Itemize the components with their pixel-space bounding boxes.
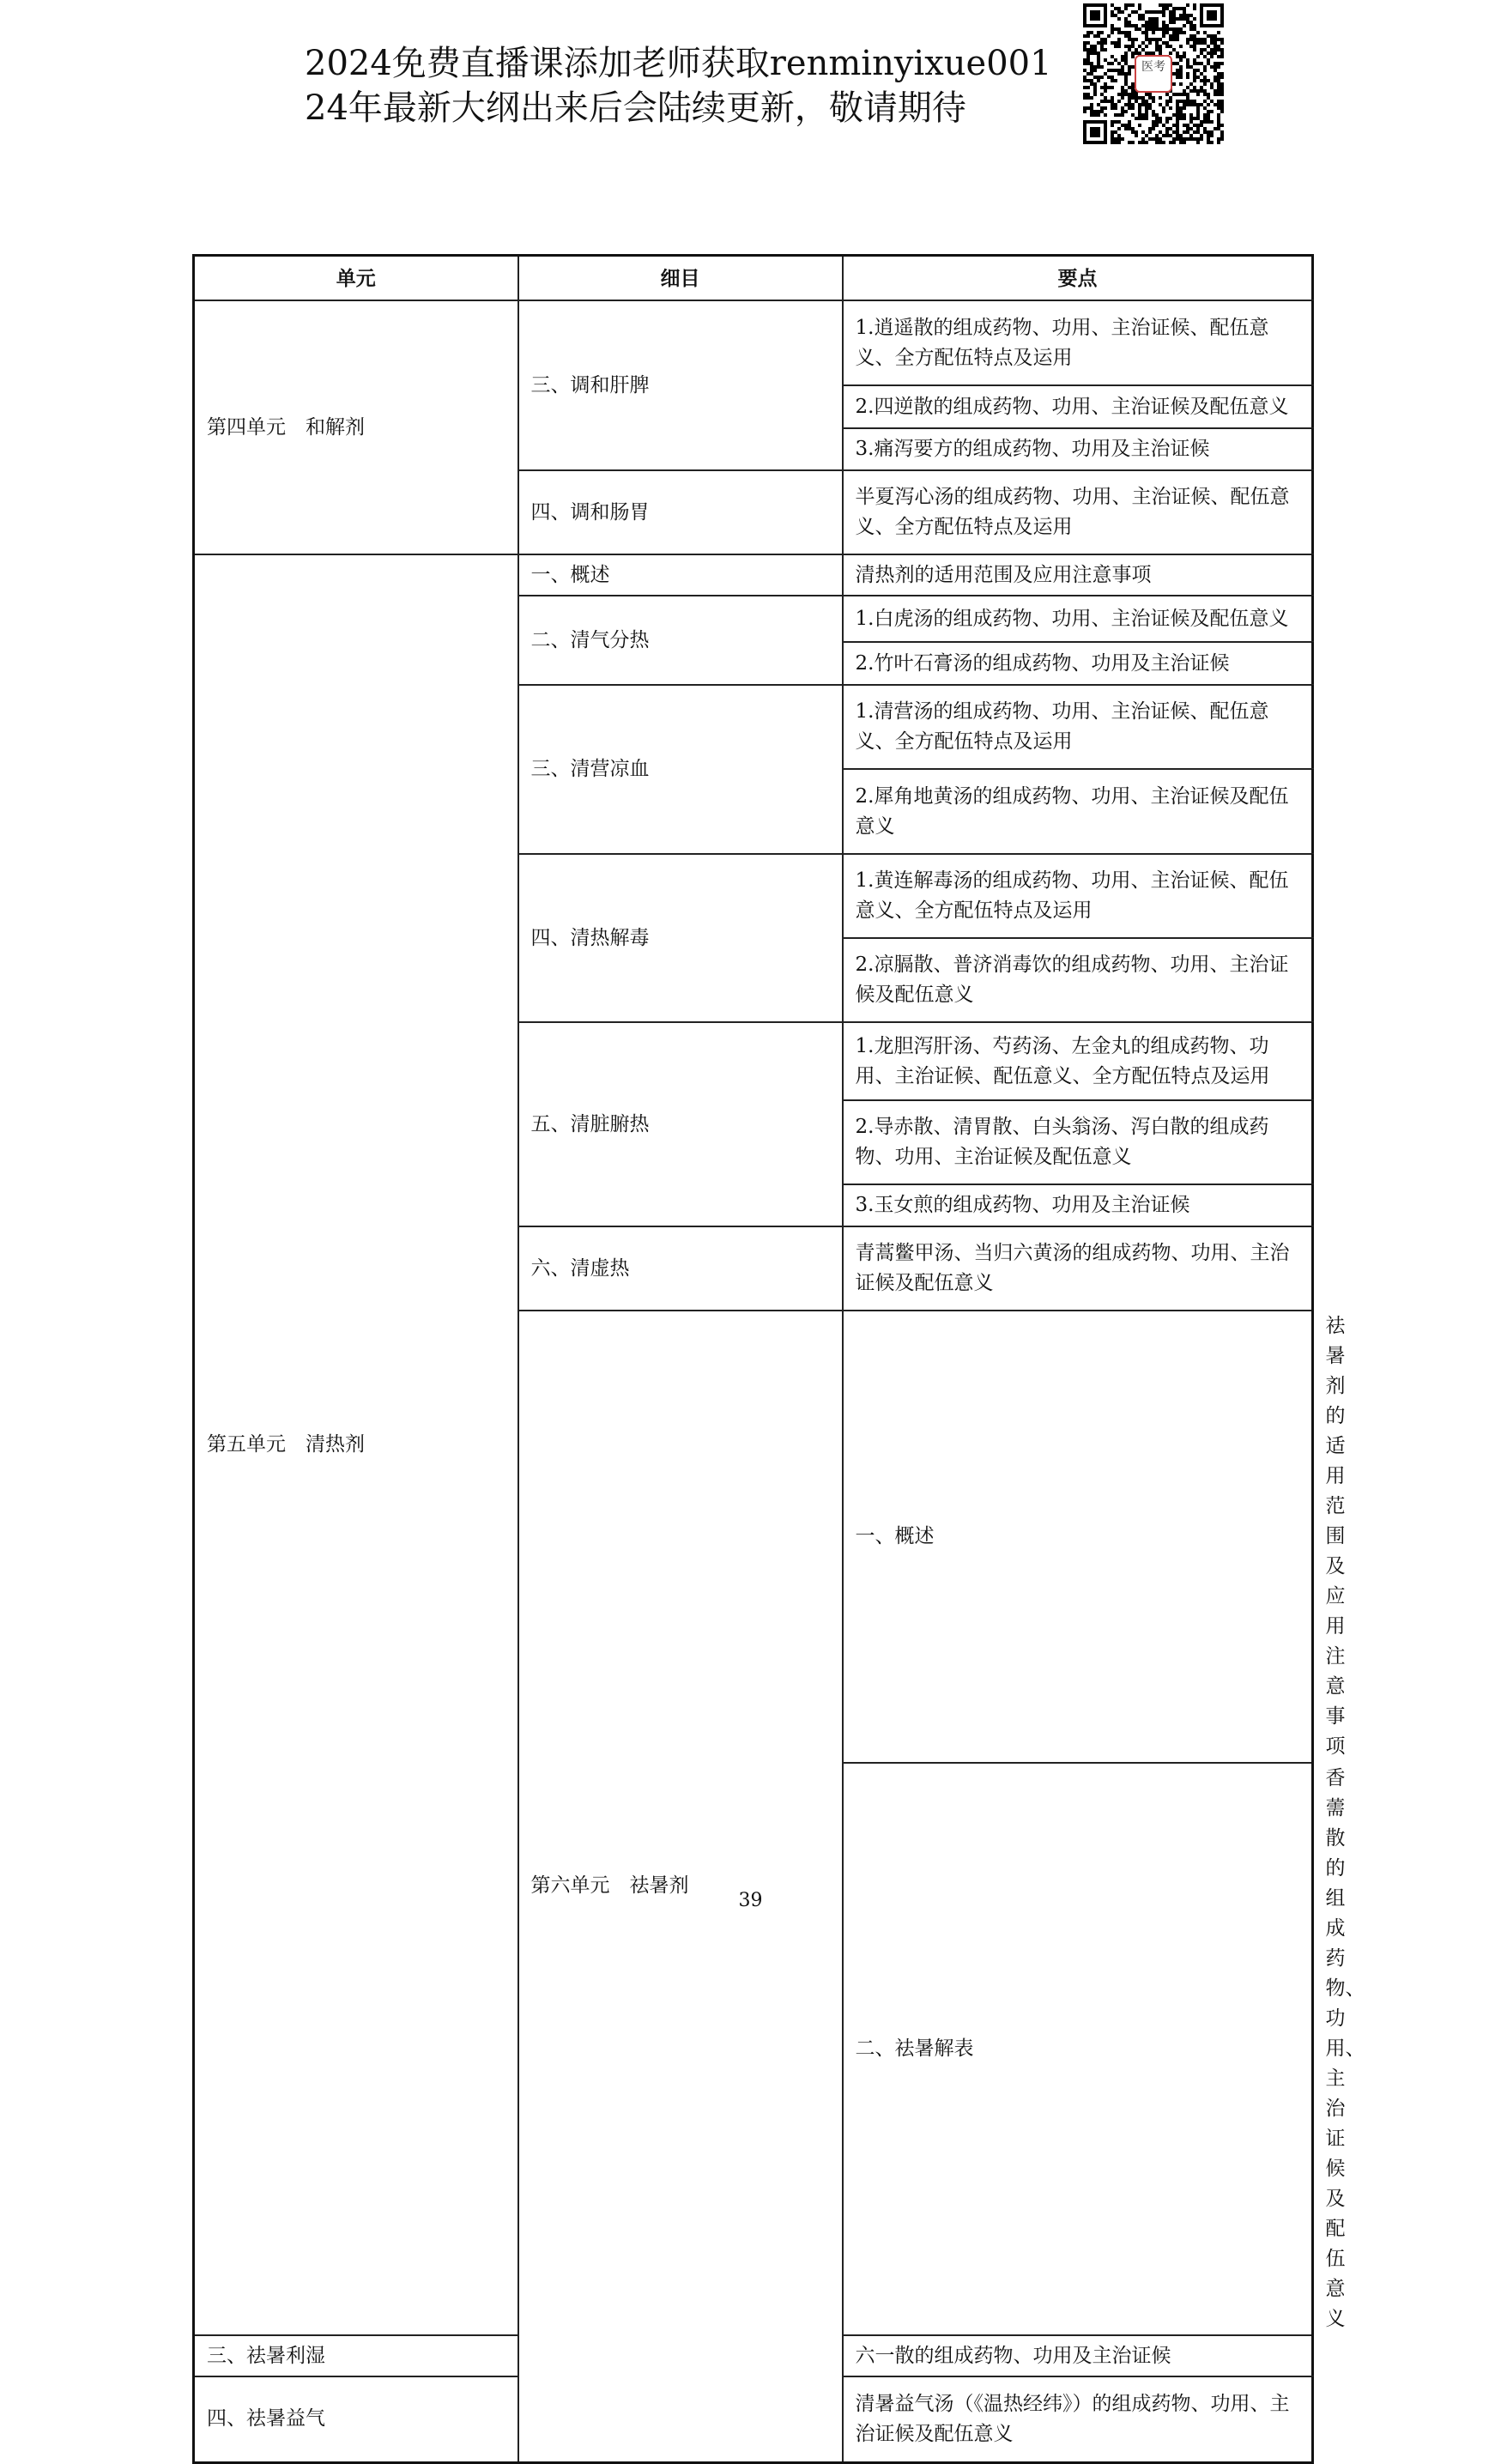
header-unit: 单元	[194, 256, 518, 301]
table-row	[194, 554, 1313, 596]
item-cell: 一、概述	[518, 554, 843, 596]
syllabus-table	[192, 254, 1365, 2464]
point-cell: 1.清营汤的组成药物、功用、主治证候、配伍意义、全方配伍特点及运用	[843, 685, 1313, 769]
point-cell: 3.玉女煎的组成药物、功用及主治证候	[843, 1184, 1313, 1226]
header-line-2: 24年最新大纲出来后会陆续更新，敬请期待	[305, 88, 966, 128]
unit-cell: 第四单元 和解剂	[194, 300, 518, 554]
page-number: 39	[738, 1890, 763, 1911]
unit-cell: 第六单元 祛暑剂	[518, 1311, 843, 2462]
point-cell: 1.黄连解毒汤的组成药物、功用、主治证候、配伍意义、全方配伍特点及运用	[843, 854, 1313, 938]
item-cell: 四、清热解毒	[518, 854, 843, 1022]
item-cell: 三、清营凉血	[518, 685, 843, 854]
item-cell: 四、调和肠胃	[518, 470, 843, 554]
item-cell: 二、祛暑解表	[843, 1763, 1313, 2335]
item-cell: 三、祛暑利湿	[194, 2335, 518, 2376]
point-cell: 清暑益气汤（《温热经纬》）的组成药物、功用、主治证候及配伍意义	[843, 2376, 1313, 2462]
item-cell: 四、祛暑益气	[194, 2376, 518, 2462]
qr-logo: 医考	[1135, 55, 1172, 93]
point-cell: 半夏泻心汤的组成药物、功用、主治证候、配伍意义、全方配伍特点及运用	[843, 470, 1313, 554]
point-cell: 六一散的组成药物、功用及主治证候	[843, 2335, 1313, 2376]
point-cell: 3.痛泻要方的组成药物、功用及主治证候	[843, 428, 1313, 470]
item-cell: 三、调和肝脾	[518, 300, 843, 470]
table-row: 二、祛暑解表 香薷散的组成药物、功用、主治证候及配伍意义	[194, 1763, 1313, 2335]
header-line-1: 2024免费直播课添加老师获取renminyixue001	[305, 44, 1052, 83]
point-cell: 1.逍遥散的组成药物、功用、主治证候、配伍意义、全方配伍特点及运用	[843, 300, 1313, 385]
point-cell: 青蒿鳖甲汤、当归六黄汤的组成药物、功用、主治证候及配伍意义	[843, 1226, 1313, 1311]
point-cell: 2.导赤散、清胃散、白头翁汤、泻白散的组成药物、功用、主治证候及配伍意义	[843, 1100, 1313, 1184]
point-cell: 2.竹叶石膏汤的组成药物、功用及主治证候	[843, 642, 1313, 685]
item-cell: 六、清虚热	[518, 1226, 843, 1311]
point-cell: 1.龙胆泻肝汤、芍药汤、左金丸的组成药物、功用、主治证候、配伍意义、全方配伍特点及运用	[843, 1022, 1313, 1100]
unit-cell: 第五单元 清热剂	[194, 554, 518, 2335]
header-item: 细目	[518, 256, 843, 301]
qr-code-icon	[1083, 3, 1224, 144]
item-cell: 五、清脏腑热	[518, 1022, 843, 1226]
point-cell: 2.凉膈散、普济消毒饮的组成药物、功用、主治证候及配伍意义	[843, 938, 1313, 1022]
point-cell: 2.四逆散的组成药物、功用、主治证候及配伍意义	[843, 385, 1313, 428]
item-cell: 二、清气分热	[518, 596, 843, 685]
point-cell: 2.犀角地黄汤的组成药物、功用、主治证候及配伍意义	[843, 769, 1313, 854]
item-cell: 一、概述	[843, 1311, 1313, 1763]
point-cell: 1.白虎汤的组成药物、功用、主治证候及配伍意义	[843, 596, 1313, 642]
table-header-row	[194, 256, 1313, 301]
header-point: 要点	[843, 256, 1313, 301]
table-row: 第六单元 祛暑剂 一、概述 祛暑剂的适用范围及应用注意事项	[194, 1311, 1313, 1763]
table-row	[194, 300, 1313, 385]
point-cell: 清热剂的适用范围及应用注意事项	[843, 554, 1313, 596]
page-header	[305, 41, 1052, 130]
